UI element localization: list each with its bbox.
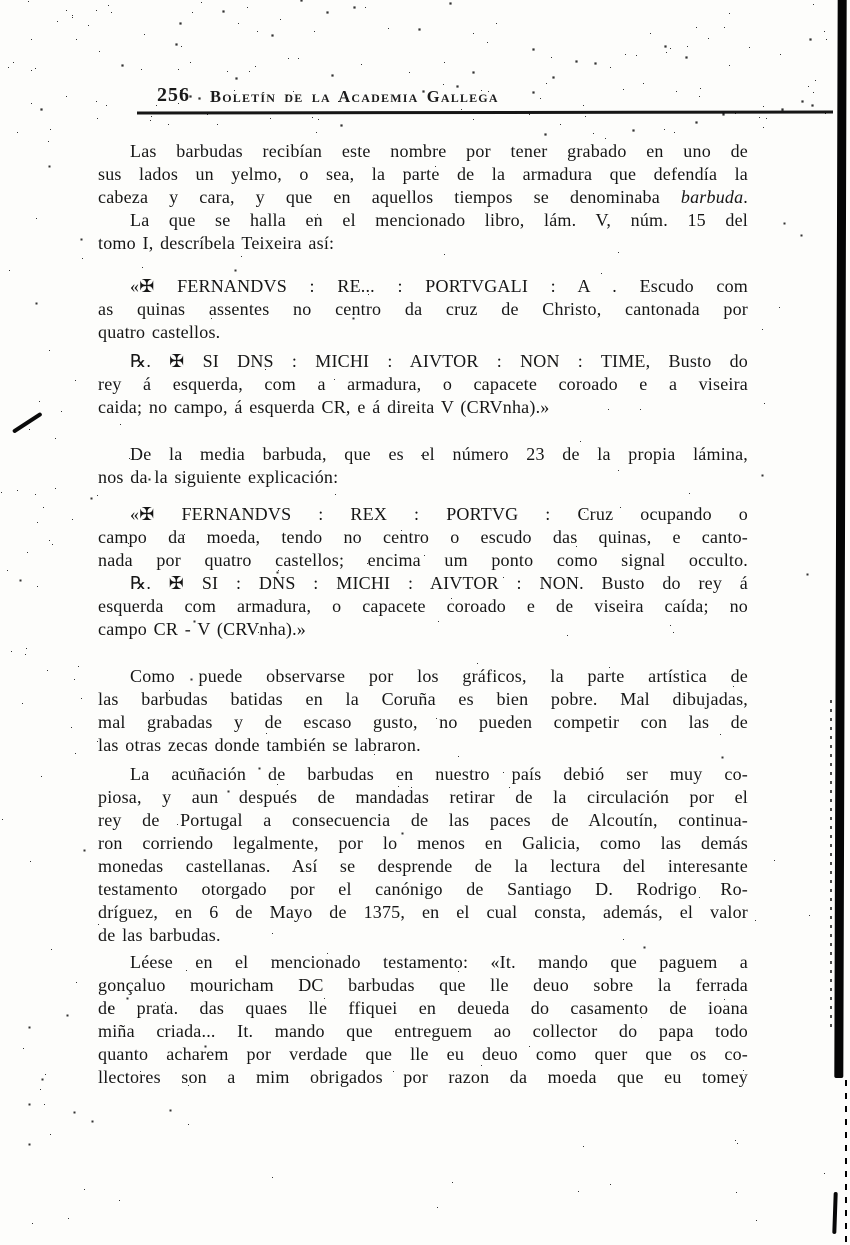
para-media-barbuda: [98, 443, 748, 489]
text-line: Las barbudas recibían este nombre por tener grabado en uno de: [130, 141, 748, 161]
scan-edge-inner-line: [830, 700, 832, 1030]
text-line: ℞. ✠ SI : DNS : MICHI : AIVTOR : NON. Busto do rey á: [130, 573, 748, 593]
journal-title: Boletín de la Academia Gallega: [210, 87, 499, 106]
quote-barbuda-anverso: [98, 275, 748, 344]
text-line: De la media barbuda, que es el número 23 de la propia lámina,: [130, 444, 748, 464]
text-line: as quinas assentes no centro da cruz de Christo, cantonada por: [98, 299, 748, 319]
text-line: La acuñación de barbudas en nuestro país debió ser muy co-: [130, 764, 748, 784]
text-line: ron corriendo legalmente, por lo menos en Galicia, como las demás: [98, 833, 748, 853]
text-line: sus lados un yelmo, o sea, la parte de la armadura que defendía la: [98, 164, 748, 184]
text-line: campo CR - V (CRVnha).»: [98, 619, 306, 639]
scan-edge-bar: [834, 0, 846, 1078]
text-line: mal grabadas y de escaso gusto, no pueden competir con las de: [98, 712, 748, 732]
text-line: de prata. das quaes lle ffiquei en deueda do casamento de ioana: [98, 998, 748, 1018]
text-line: miña criada... It. mando que entreguem ao collector do papa todo: [98, 1021, 748, 1041]
para-barbudas-nombre: [98, 140, 748, 209]
text-line: nos da la siguiente explicación:: [98, 467, 339, 487]
para-parte-artistica: [98, 665, 748, 757]
text-line: nada por quatro castellos; encima um ponto como signal occulto.: [98, 550, 748, 570]
text-line: Léese en el mencionado testamento: «It. mando que paguem a: [130, 952, 748, 972]
pen-stroke-mark: [12, 412, 43, 434]
text-line: piosa, y aun después de mandadas retirar de la circulación por el: [98, 787, 748, 807]
text-line: cabeza y cara, y que en aquellos tiempos se denominaba barbuda.: [98, 187, 748, 207]
text-line: las barbudas batidas en la Coruña es bien pobre. Mal dibujadas,: [98, 689, 748, 709]
text-line: campo da moeda, tendo no centro o escudo das quinas, e canto-: [98, 527, 748, 547]
text-line: La que se halla en el mencionado libro, lám. V, núm. 15 del: [130, 210, 748, 230]
page-number: 256: [157, 84, 190, 106]
text-line: rey á esquerda, com a armadura, o capacete coroado e a viseira: [98, 374, 748, 394]
text-line: dríguez, en 6 de Mayo de 1375, en el cual consta, además, el valor: [98, 902, 748, 922]
text-line: Como puede observarse por los gráficos, la parte artística de: [130, 666, 748, 686]
text-line: ℞. ✠ SI DNS : MICHI : AIVTOR : NON : TIME, Busto do: [130, 351, 748, 371]
text-line: caida; no campo, á esquerda CR, e á direita V (CRVnha).»: [98, 397, 550, 417]
text-line: gonçaluo mouricham DC barbudas que lle deuo sobre la ferrada: [98, 975, 748, 995]
quote-media-barbuda-reverso: [98, 572, 748, 641]
text-line: de las barbudas.: [98, 925, 221, 945]
text-line: monedas castellanas. Así se desprende de la lectura del interesante: [98, 856, 748, 876]
quote-barbuda-reverso: [98, 350, 748, 419]
text-line: llectores son a mim obrigados por razon da moeda que eu tomey: [98, 1067, 748, 1087]
text-line: rey de Portugal a consecuencia de las paces de Alcoutín, continua-: [98, 810, 748, 830]
text-line: quatro castellos.: [98, 322, 221, 342]
text-line: las otras zecas donde también se labraron.: [98, 735, 421, 755]
text-line: quanto acharem por verdade que lle eu deuo como quer que os co-: [98, 1044, 748, 1064]
scan-edge-bar-dashed: [845, 1080, 847, 1245]
scan-edge-blob: [832, 1192, 837, 1234]
quote-media-barbuda-anverso: [98, 503, 748, 572]
text-column: [98, 0, 748, 1089]
text-line: tomo I, descríbela Teixeira así:: [98, 233, 335, 253]
text-line: «✠ FERNANDVS : REX : PORTVG : Cruz ocupando o: [130, 504, 748, 524]
text-line: esquerda com armadura, o capacete coroado e de viseira caída; no: [98, 596, 748, 616]
para-libro-teixeira: [98, 209, 748, 255]
text-line: testamento otorgado por el canónigo de Santiago D. Rodrigo Ro-: [98, 879, 748, 899]
para-acunacion: [98, 763, 748, 947]
para-testamento: [98, 951, 748, 1089]
text-line: «✠ FERNANDVS : RE... : PORTVGALI : A . Escudo com: [130, 276, 748, 296]
